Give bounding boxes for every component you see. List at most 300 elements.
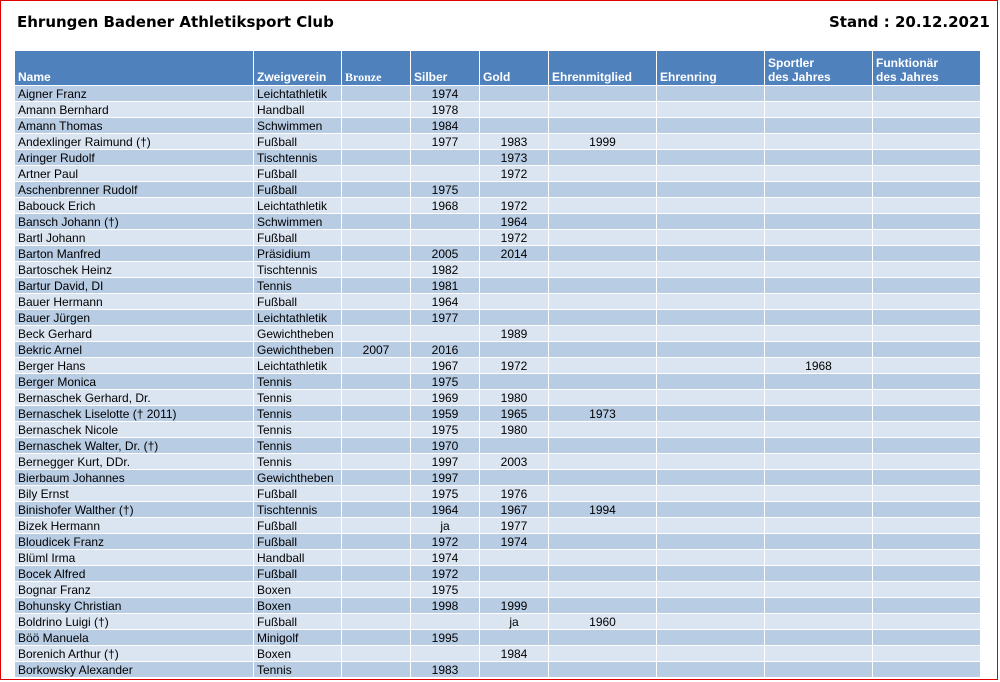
cell-ehrenring xyxy=(657,470,765,486)
cell-funktionaer xyxy=(873,614,981,630)
cell-bronze xyxy=(342,374,411,390)
cell-sportler xyxy=(765,166,873,182)
honors-table xyxy=(14,50,981,678)
cell-ehrenmitglied xyxy=(549,374,657,390)
cell-ehrenring xyxy=(657,198,765,214)
cell-funktionaer xyxy=(873,278,981,294)
cell-silber: 1995 xyxy=(411,630,480,646)
cell-funktionaer xyxy=(873,358,981,374)
cell-funktionaer xyxy=(873,230,981,246)
cell-silber: 1964 xyxy=(411,294,480,310)
cell-zweigverein: Gewichtheben xyxy=(254,326,342,342)
cell-ehrenmitglied xyxy=(549,630,657,646)
cell-gold xyxy=(480,278,549,294)
cell-silber: 1975 xyxy=(411,182,480,198)
cell-zweigverein: Handball xyxy=(254,102,342,118)
cell-ehrenring xyxy=(657,582,765,598)
cell-sportler xyxy=(765,374,873,390)
cell-silber: 1977 xyxy=(411,134,480,150)
cell-gold xyxy=(480,86,549,102)
cell-zweigverein: Tennis xyxy=(254,422,342,438)
cell-bronze xyxy=(342,150,411,166)
cell-name: Amann Bernhard xyxy=(15,102,254,118)
cell-ehrenring xyxy=(657,534,765,550)
cell-sportler xyxy=(765,454,873,470)
cell-sportler xyxy=(765,134,873,150)
cell-sportler xyxy=(765,598,873,614)
cell-funktionaer xyxy=(873,150,981,166)
cell-zweigverein: Tischtennis xyxy=(254,150,342,166)
cell-gold: 1964 xyxy=(480,214,549,230)
cell-gold: 1984 xyxy=(480,646,549,662)
cell-funktionaer xyxy=(873,454,981,470)
cell-bronze xyxy=(342,102,411,118)
cell-zweigverein: Fußball xyxy=(254,614,342,630)
cell-ehrenmitglied xyxy=(549,390,657,406)
cell-silber xyxy=(411,230,480,246)
cell-silber: 1972 xyxy=(411,566,480,582)
cell-name: Boldrino Luigi (†) xyxy=(15,614,254,630)
table-row xyxy=(15,550,981,566)
cell-name: Bernaschek Gerhard, Dr. xyxy=(15,390,254,406)
cell-sportler xyxy=(765,182,873,198)
cell-bronze xyxy=(342,502,411,518)
cell-gold xyxy=(480,550,549,566)
cell-ehrenring xyxy=(657,566,765,582)
cell-funktionaer xyxy=(873,182,981,198)
cell-name: Bauer Jürgen xyxy=(15,310,254,326)
cell-ehrenmitglied xyxy=(549,358,657,374)
table-row xyxy=(15,310,981,326)
cell-name: Bansch Johann (†) xyxy=(15,214,254,230)
cell-sportler xyxy=(765,550,873,566)
table-row xyxy=(15,534,981,550)
cell-ehrenring xyxy=(657,166,765,182)
cell-sportler xyxy=(765,198,873,214)
cell-silber: 1978 xyxy=(411,102,480,118)
cell-gold xyxy=(480,374,549,390)
cell-bronze xyxy=(342,246,411,262)
cell-bronze xyxy=(342,118,411,134)
cell-bronze xyxy=(342,566,411,582)
cell-bronze xyxy=(342,278,411,294)
cell-ehrenmitglied xyxy=(549,342,657,358)
cell-gold: 2014 xyxy=(480,246,549,262)
cell-name: Bloudicek Franz xyxy=(15,534,254,550)
cell-gold xyxy=(480,342,549,358)
cell-sportler xyxy=(765,294,873,310)
cell-name: Borkowsky Alexander xyxy=(15,662,254,678)
table-row xyxy=(15,598,981,614)
cell-gold: 1972 xyxy=(480,166,549,182)
cell-name: Binishofer Walther (†) xyxy=(15,502,254,518)
cell-ehrenmitglied: 1973 xyxy=(549,406,657,422)
cell-gold: 1967 xyxy=(480,502,549,518)
cell-funktionaer xyxy=(873,486,981,502)
cell-name: Aringer Rudolf xyxy=(15,150,254,166)
table-row xyxy=(15,358,981,374)
cell-ehrenmitglied xyxy=(549,150,657,166)
cell-name: Bernaschek Liselotte († 2011) xyxy=(15,406,254,422)
cell-bronze xyxy=(342,422,411,438)
cell-funktionaer xyxy=(873,534,981,550)
cell-ehrenring xyxy=(657,262,765,278)
cell-ehrenmitglied xyxy=(549,102,657,118)
cell-gold xyxy=(480,438,549,454)
cell-zweigverein: Fußball xyxy=(254,182,342,198)
cell-zweigverein: Tennis xyxy=(254,374,342,390)
cell-ehrenring xyxy=(657,486,765,502)
cell-ehrenring xyxy=(657,646,765,662)
cell-zweigverein: Boxen xyxy=(254,598,342,614)
table-row xyxy=(15,422,981,438)
cell-sportler xyxy=(765,582,873,598)
cell-sportler xyxy=(765,422,873,438)
table-row xyxy=(15,102,981,118)
cell-gold: 1977 xyxy=(480,518,549,534)
table-row xyxy=(15,262,981,278)
cell-silber: 1984 xyxy=(411,118,480,134)
col-header-funktionaer: Funktionär des Jahres xyxy=(873,51,981,86)
table-row xyxy=(15,86,981,102)
cell-zweigverein: Boxen xyxy=(254,646,342,662)
cell-ehrenmitglied xyxy=(549,566,657,582)
cell-sportler xyxy=(765,406,873,422)
table-row xyxy=(15,646,981,662)
cell-ehrenmitglied xyxy=(549,294,657,310)
cell-bronze xyxy=(342,630,411,646)
cell-ehrenmitglied xyxy=(549,454,657,470)
cell-ehrenring xyxy=(657,374,765,390)
cell-bronze xyxy=(342,182,411,198)
cell-name: Aschenbrenner Rudolf xyxy=(15,182,254,198)
cell-sportler xyxy=(765,86,873,102)
cell-funktionaer xyxy=(873,646,981,662)
cell-ehrenring xyxy=(657,134,765,150)
cell-silber xyxy=(411,150,480,166)
cell-sportler xyxy=(765,214,873,230)
cell-bronze xyxy=(342,326,411,342)
cell-zweigverein: Tennis xyxy=(254,454,342,470)
cell-silber: 1967 xyxy=(411,358,480,374)
cell-ehrenring xyxy=(657,358,765,374)
cell-zweigverein: Fußball xyxy=(254,486,342,502)
table-row xyxy=(15,390,981,406)
cell-silber: 1998 xyxy=(411,598,480,614)
cell-funktionaer xyxy=(873,598,981,614)
cell-ehrenmitglied xyxy=(549,518,657,534)
col-header-silber: Silber xyxy=(411,51,480,86)
cell-name: Bartl Johann xyxy=(15,230,254,246)
cell-bronze xyxy=(342,198,411,214)
table-row xyxy=(15,198,981,214)
cell-gold xyxy=(480,102,549,118)
cell-sportler xyxy=(765,534,873,550)
cell-name: Barton Manfred xyxy=(15,246,254,262)
cell-funktionaer xyxy=(873,166,981,182)
cell-name: Bernegger Kurt, DDr. xyxy=(15,454,254,470)
cell-ehrenmitglied xyxy=(549,246,657,262)
cell-silber: 1974 xyxy=(411,86,480,102)
cell-ehrenring xyxy=(657,326,765,342)
cell-name: Berger Monica xyxy=(15,374,254,390)
cell-silber: 1959 xyxy=(411,406,480,422)
cell-gold: 1983 xyxy=(480,134,549,150)
cell-sportler xyxy=(765,278,873,294)
cell-name: Bierbaum Johannes xyxy=(15,470,254,486)
cell-funktionaer xyxy=(873,438,981,454)
cell-bronze xyxy=(342,454,411,470)
cell-ehrenmitglied xyxy=(549,262,657,278)
cell-zweigverein: Gewichtheben xyxy=(254,470,342,486)
stand-date: Stand : 20.12.2021 xyxy=(829,13,990,31)
table-row xyxy=(15,166,981,182)
cell-ehrenring xyxy=(657,518,765,534)
table-row xyxy=(15,486,981,502)
cell-name: Blüml Irma xyxy=(15,550,254,566)
cell-name: Bognar Franz xyxy=(15,582,254,598)
cell-ehrenmitglied xyxy=(549,422,657,438)
cell-name: Bartoschek Heinz xyxy=(15,262,254,278)
cell-zweigverein: Tischtennis xyxy=(254,502,342,518)
col-header-ehrenring: Ehrenring xyxy=(657,51,765,86)
table-row xyxy=(15,150,981,166)
cell-zweigverein: Tennis xyxy=(254,662,342,678)
cell-silber: 2016 xyxy=(411,342,480,358)
cell-gold xyxy=(480,262,549,278)
cell-zweigverein: Leichtathletik xyxy=(254,358,342,374)
cell-gold xyxy=(480,662,549,678)
cell-bronze xyxy=(342,582,411,598)
cell-bronze xyxy=(342,358,411,374)
table-row xyxy=(15,182,981,198)
cell-name: Böö Manuela xyxy=(15,630,254,646)
table-row xyxy=(15,342,981,358)
cell-funktionaer xyxy=(873,662,981,678)
cell-bronze xyxy=(342,166,411,182)
cell-ehrenring xyxy=(657,310,765,326)
cell-ehrenring xyxy=(657,406,765,422)
cell-ehrenmitglied xyxy=(549,486,657,502)
cell-funktionaer xyxy=(873,582,981,598)
cell-sportler xyxy=(765,486,873,502)
cell-bronze xyxy=(342,86,411,102)
cell-silber: ja xyxy=(411,518,480,534)
cell-silber xyxy=(411,614,480,630)
cell-silber: 1981 xyxy=(411,278,480,294)
cell-bronze xyxy=(342,262,411,278)
cell-ehrenmitglied xyxy=(549,662,657,678)
cell-bronze xyxy=(342,294,411,310)
cell-silber: 1975 xyxy=(411,486,480,502)
col-header-name: Name xyxy=(15,51,254,86)
col-header-sportler: Sportler des Jahres xyxy=(765,51,873,86)
table-row xyxy=(15,470,981,486)
table-row xyxy=(15,662,981,678)
cell-ehrenmitglied xyxy=(549,118,657,134)
cell-gold: 1973 xyxy=(480,150,549,166)
cell-bronze xyxy=(342,486,411,502)
cell-bronze xyxy=(342,550,411,566)
cell-sportler xyxy=(765,518,873,534)
cell-silber: 1974 xyxy=(411,550,480,566)
cell-silber: 1970 xyxy=(411,438,480,454)
cell-bronze xyxy=(342,662,411,678)
cell-ehrenring xyxy=(657,342,765,358)
cell-ehrenmitglied: 1960 xyxy=(549,614,657,630)
cell-funktionaer xyxy=(873,470,981,486)
cell-gold: 2003 xyxy=(480,454,549,470)
cell-zweigverein: Boxen xyxy=(254,582,342,598)
cell-ehrenring xyxy=(657,550,765,566)
cell-zweigverein: Leichtathletik xyxy=(254,86,342,102)
cell-funktionaer xyxy=(873,422,981,438)
cell-name: Bartur David, DI xyxy=(15,278,254,294)
cell-ehrenring xyxy=(657,230,765,246)
cell-bronze: 2007 xyxy=(342,342,411,358)
cell-ehrenring xyxy=(657,278,765,294)
cell-ehrenring xyxy=(657,390,765,406)
cell-sportler xyxy=(765,470,873,486)
cell-name: Andexlinger Raimund (†) xyxy=(15,134,254,150)
table-row xyxy=(15,230,981,246)
table-row xyxy=(15,214,981,230)
cell-zweigverein: Schwimmen xyxy=(254,118,342,134)
cell-zweigverein: Leichtathletik xyxy=(254,310,342,326)
table-row xyxy=(15,406,981,422)
cell-silber: 1968 xyxy=(411,198,480,214)
cell-ehrenmitglied: 1999 xyxy=(549,134,657,150)
cell-ehrenring xyxy=(657,86,765,102)
cell-sportler xyxy=(765,326,873,342)
cell-silber: 1972 xyxy=(411,534,480,550)
cell-funktionaer xyxy=(873,198,981,214)
cell-ehrenmitglied xyxy=(549,550,657,566)
table-header-row xyxy=(15,51,981,86)
cell-gold: 1972 xyxy=(480,198,549,214)
cell-ehrenring xyxy=(657,598,765,614)
cell-bronze xyxy=(342,406,411,422)
cell-zweigverein: Leichtathletik xyxy=(254,198,342,214)
cell-ehrenring xyxy=(657,454,765,470)
table-row xyxy=(15,518,981,534)
cell-gold: 1980 xyxy=(480,390,549,406)
cell-sportler xyxy=(765,342,873,358)
cell-zweigverein: Handball xyxy=(254,550,342,566)
cell-gold xyxy=(480,182,549,198)
cell-zweigverein: Tischtennis xyxy=(254,262,342,278)
cell-name: Bauer Hermann xyxy=(15,294,254,310)
table-row xyxy=(15,118,981,134)
cell-funktionaer xyxy=(873,102,981,118)
cell-zweigverein: Fußball xyxy=(254,566,342,582)
cell-gold xyxy=(480,118,549,134)
cell-ehrenring xyxy=(657,438,765,454)
cell-bronze xyxy=(342,614,411,630)
cell-gold: ja xyxy=(480,614,549,630)
cell-sportler xyxy=(765,262,873,278)
cell-gold xyxy=(480,630,549,646)
cell-gold: 1972 xyxy=(480,358,549,374)
cell-zweigverein: Tennis xyxy=(254,278,342,294)
cell-sportler xyxy=(765,662,873,678)
cell-ehrenring xyxy=(657,294,765,310)
cell-bronze xyxy=(342,646,411,662)
cell-gold xyxy=(480,294,549,310)
cell-bronze xyxy=(342,390,411,406)
cell-name: Amann Thomas xyxy=(15,118,254,134)
cell-silber: 1997 xyxy=(411,470,480,486)
table-row xyxy=(15,374,981,390)
cell-sportler xyxy=(765,118,873,134)
cell-ehrenmitglied xyxy=(549,582,657,598)
cell-silber: 1977 xyxy=(411,310,480,326)
cell-zweigverein: Fußball xyxy=(254,534,342,550)
cell-ehrenmitglied xyxy=(549,470,657,486)
cell-bronze xyxy=(342,310,411,326)
cell-zweigverein: Präsidium xyxy=(254,246,342,262)
table-row xyxy=(15,278,981,294)
cell-bronze xyxy=(342,470,411,486)
cell-funktionaer xyxy=(873,502,981,518)
cell-sportler xyxy=(765,502,873,518)
cell-sportler xyxy=(765,438,873,454)
cell-ehrenmitglied xyxy=(549,182,657,198)
col-header-gold: Gold xyxy=(480,51,549,86)
cell-funktionaer xyxy=(873,566,981,582)
cell-funktionaer xyxy=(873,86,981,102)
cell-bronze xyxy=(342,598,411,614)
table-row xyxy=(15,246,981,262)
cell-ehrenring xyxy=(657,246,765,262)
cell-gold: 1980 xyxy=(480,422,549,438)
cell-funktionaer xyxy=(873,246,981,262)
cell-ehrenring xyxy=(657,630,765,646)
cell-zweigverein: Tennis xyxy=(254,406,342,422)
cell-silber xyxy=(411,214,480,230)
cell-funktionaer xyxy=(873,390,981,406)
cell-ehrenmitglied: 1994 xyxy=(549,502,657,518)
cell-name: Bizek Hermann xyxy=(15,518,254,534)
cell-silber: 2005 xyxy=(411,246,480,262)
cell-silber xyxy=(411,166,480,182)
cell-ehrenmitglied xyxy=(549,326,657,342)
table-row xyxy=(15,438,981,454)
cell-sportler xyxy=(765,230,873,246)
cell-ehrenring xyxy=(657,614,765,630)
table-row xyxy=(15,502,981,518)
cell-funktionaer xyxy=(873,518,981,534)
cell-ehrenmitglied xyxy=(549,278,657,294)
cell-funktionaer xyxy=(873,550,981,566)
cell-bronze xyxy=(342,230,411,246)
cell-gold: 1989 xyxy=(480,326,549,342)
cell-zweigverein: Fußball xyxy=(254,518,342,534)
cell-ehrenring xyxy=(657,662,765,678)
cell-silber: 1982 xyxy=(411,262,480,278)
cell-name: Beck Gerhard xyxy=(15,326,254,342)
table-row xyxy=(15,630,981,646)
cell-sportler xyxy=(765,390,873,406)
cell-sportler xyxy=(765,150,873,166)
cell-ehrenring xyxy=(657,502,765,518)
cell-silber xyxy=(411,326,480,342)
cell-sportler xyxy=(765,614,873,630)
cell-name: Borenich Arthur (†) xyxy=(15,646,254,662)
cell-funktionaer xyxy=(873,326,981,342)
cell-ehrenring xyxy=(657,102,765,118)
cell-zweigverein: Fußball xyxy=(254,294,342,310)
